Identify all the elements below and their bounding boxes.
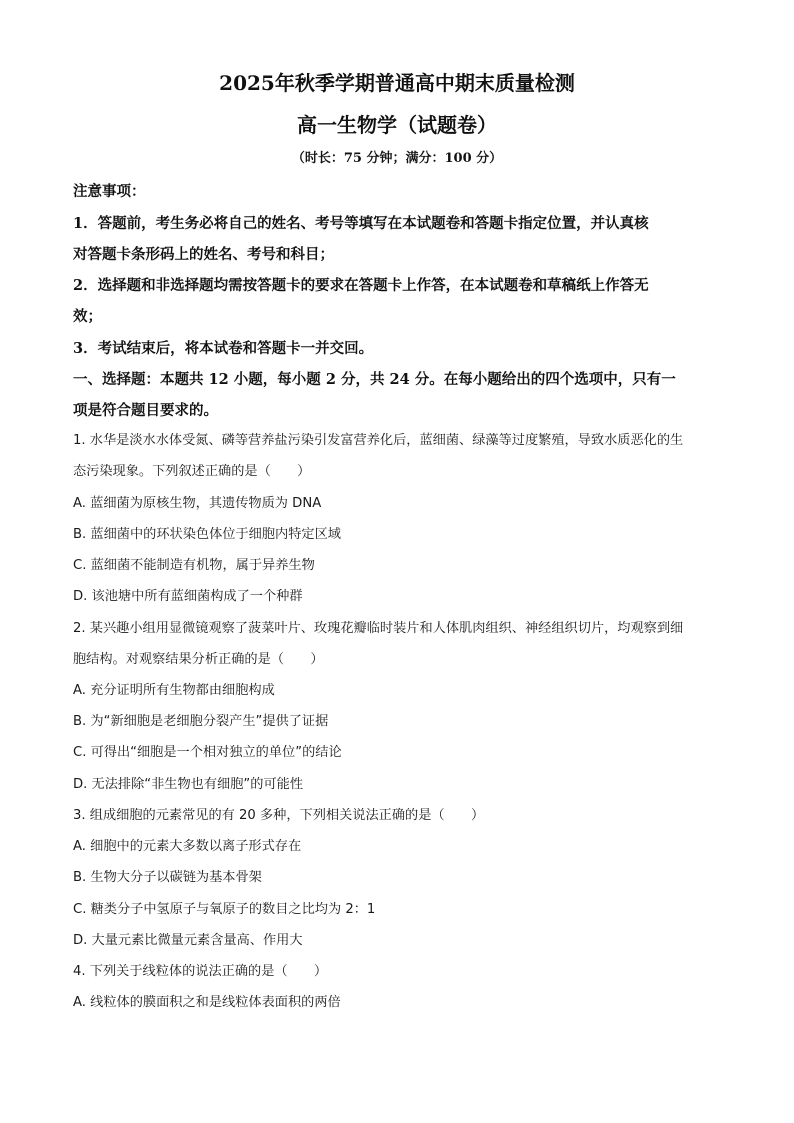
notes-item-1-line-2: 对答题卡条形码上的姓名、考号和科目； [73,246,334,263]
question-3-option-c: C. 糖类分子中氢原子与氧原子的数目之比均为 2：1 [73,902,376,917]
question-4-stem-line-1: 4. 下列关于线粒体的说法正确的是（ ） [73,964,328,979]
notes-heading: 注意事项： [73,183,146,200]
question-1-option-c: C. 蓝细菌不能制造有机物，属于异养生物 [73,558,315,573]
question-3-stem-line-1: 3. 组成细胞的元素常见的有 20 多种，下列相关说法正确的是（ ） [73,808,485,823]
exam-meta: （时长：75 分钟；满分：100 分） [291,151,503,166]
question-2-option-a: A. 充分证明所有生物都由细胞构成 [73,683,275,698]
question-1-option-d: D. 该池塘中所有蓝细菌构成了一个种群 [73,589,303,604]
question-1-option-a: A. 蓝细菌为原核生物，其遗传物质为 DNA [73,496,322,511]
question-3-option-b: B. 生物大分子以碳链为基本骨架 [73,870,262,885]
question-3-option-d: D. 大量元素比微量元素含量高、作用大 [73,933,303,948]
question-2-option-c: C. 可得出“细胞是一个相对独立的单位”的结论 [73,745,342,760]
question-1-option-b: B. 蓝细菌中的环状染色体位于细胞内特定区域 [73,527,341,542]
question-3-option-a: A. 细胞中的元素大多数以离子形式存在 [73,839,302,854]
question-2-option-b: B. 为“新细胞是老细胞分裂产生”提供了证据 [73,714,329,729]
notes-item-1-line-1: 1．答题前，考生务必将自己的姓名、考号等填写在本试题卷和答题卡指定位置，并认真核 [73,215,649,232]
question-1-stem-line-2: 态污染现象。下列叙述正确的是（ ） [73,464,311,479]
question-2-stem-line-1: 2. 某兴趣小组用显微镜观察了菠菜叶片、玫瑰花瓣临时装片和人体肌肉组织、神经组织切片，均观察到细 [73,621,684,636]
question-2-stem-line-2: 胞结构。对观察结果分析正确的是（ ） [73,652,324,667]
notes-item-3: 3．考试结束后，将本试卷和答题卡一并交回。 [73,340,374,357]
exam-subtitle: 高一生物学（试题卷） [297,113,497,137]
question-1-stem-line-1: 1. 水华是淡水水体受氮、磷等营养盐污染引发富营养化后，蓝细菌、绿藻等过度繁殖，导致水质恶化的生 [73,433,684,448]
notes-item-2-line-1: 2．选择题和非选择题均需按答题卡的要求在答题卡上作答，在本试题卷和草稿纸上作答无 [73,277,649,294]
exam-title: 2025年秋季学期普通高中期末质量检测 [219,71,575,95]
notes-item-2-line-2: 效； [73,308,102,325]
question-4-option-a: A. 线粒体的膜面积之和是线粒体表面积的两倍 [73,995,341,1010]
section-heading-line-2: 项是符合题目要求的。 [73,402,218,419]
question-2-option-d: D. 无法排除“非生物也有细胞”的可能性 [73,777,304,792]
section-heading-line-1: 一、选择题：本题共 12 小题，每小题 2 分，共 24 分。在每小题给出的四个选项中，只有一 [73,371,676,388]
